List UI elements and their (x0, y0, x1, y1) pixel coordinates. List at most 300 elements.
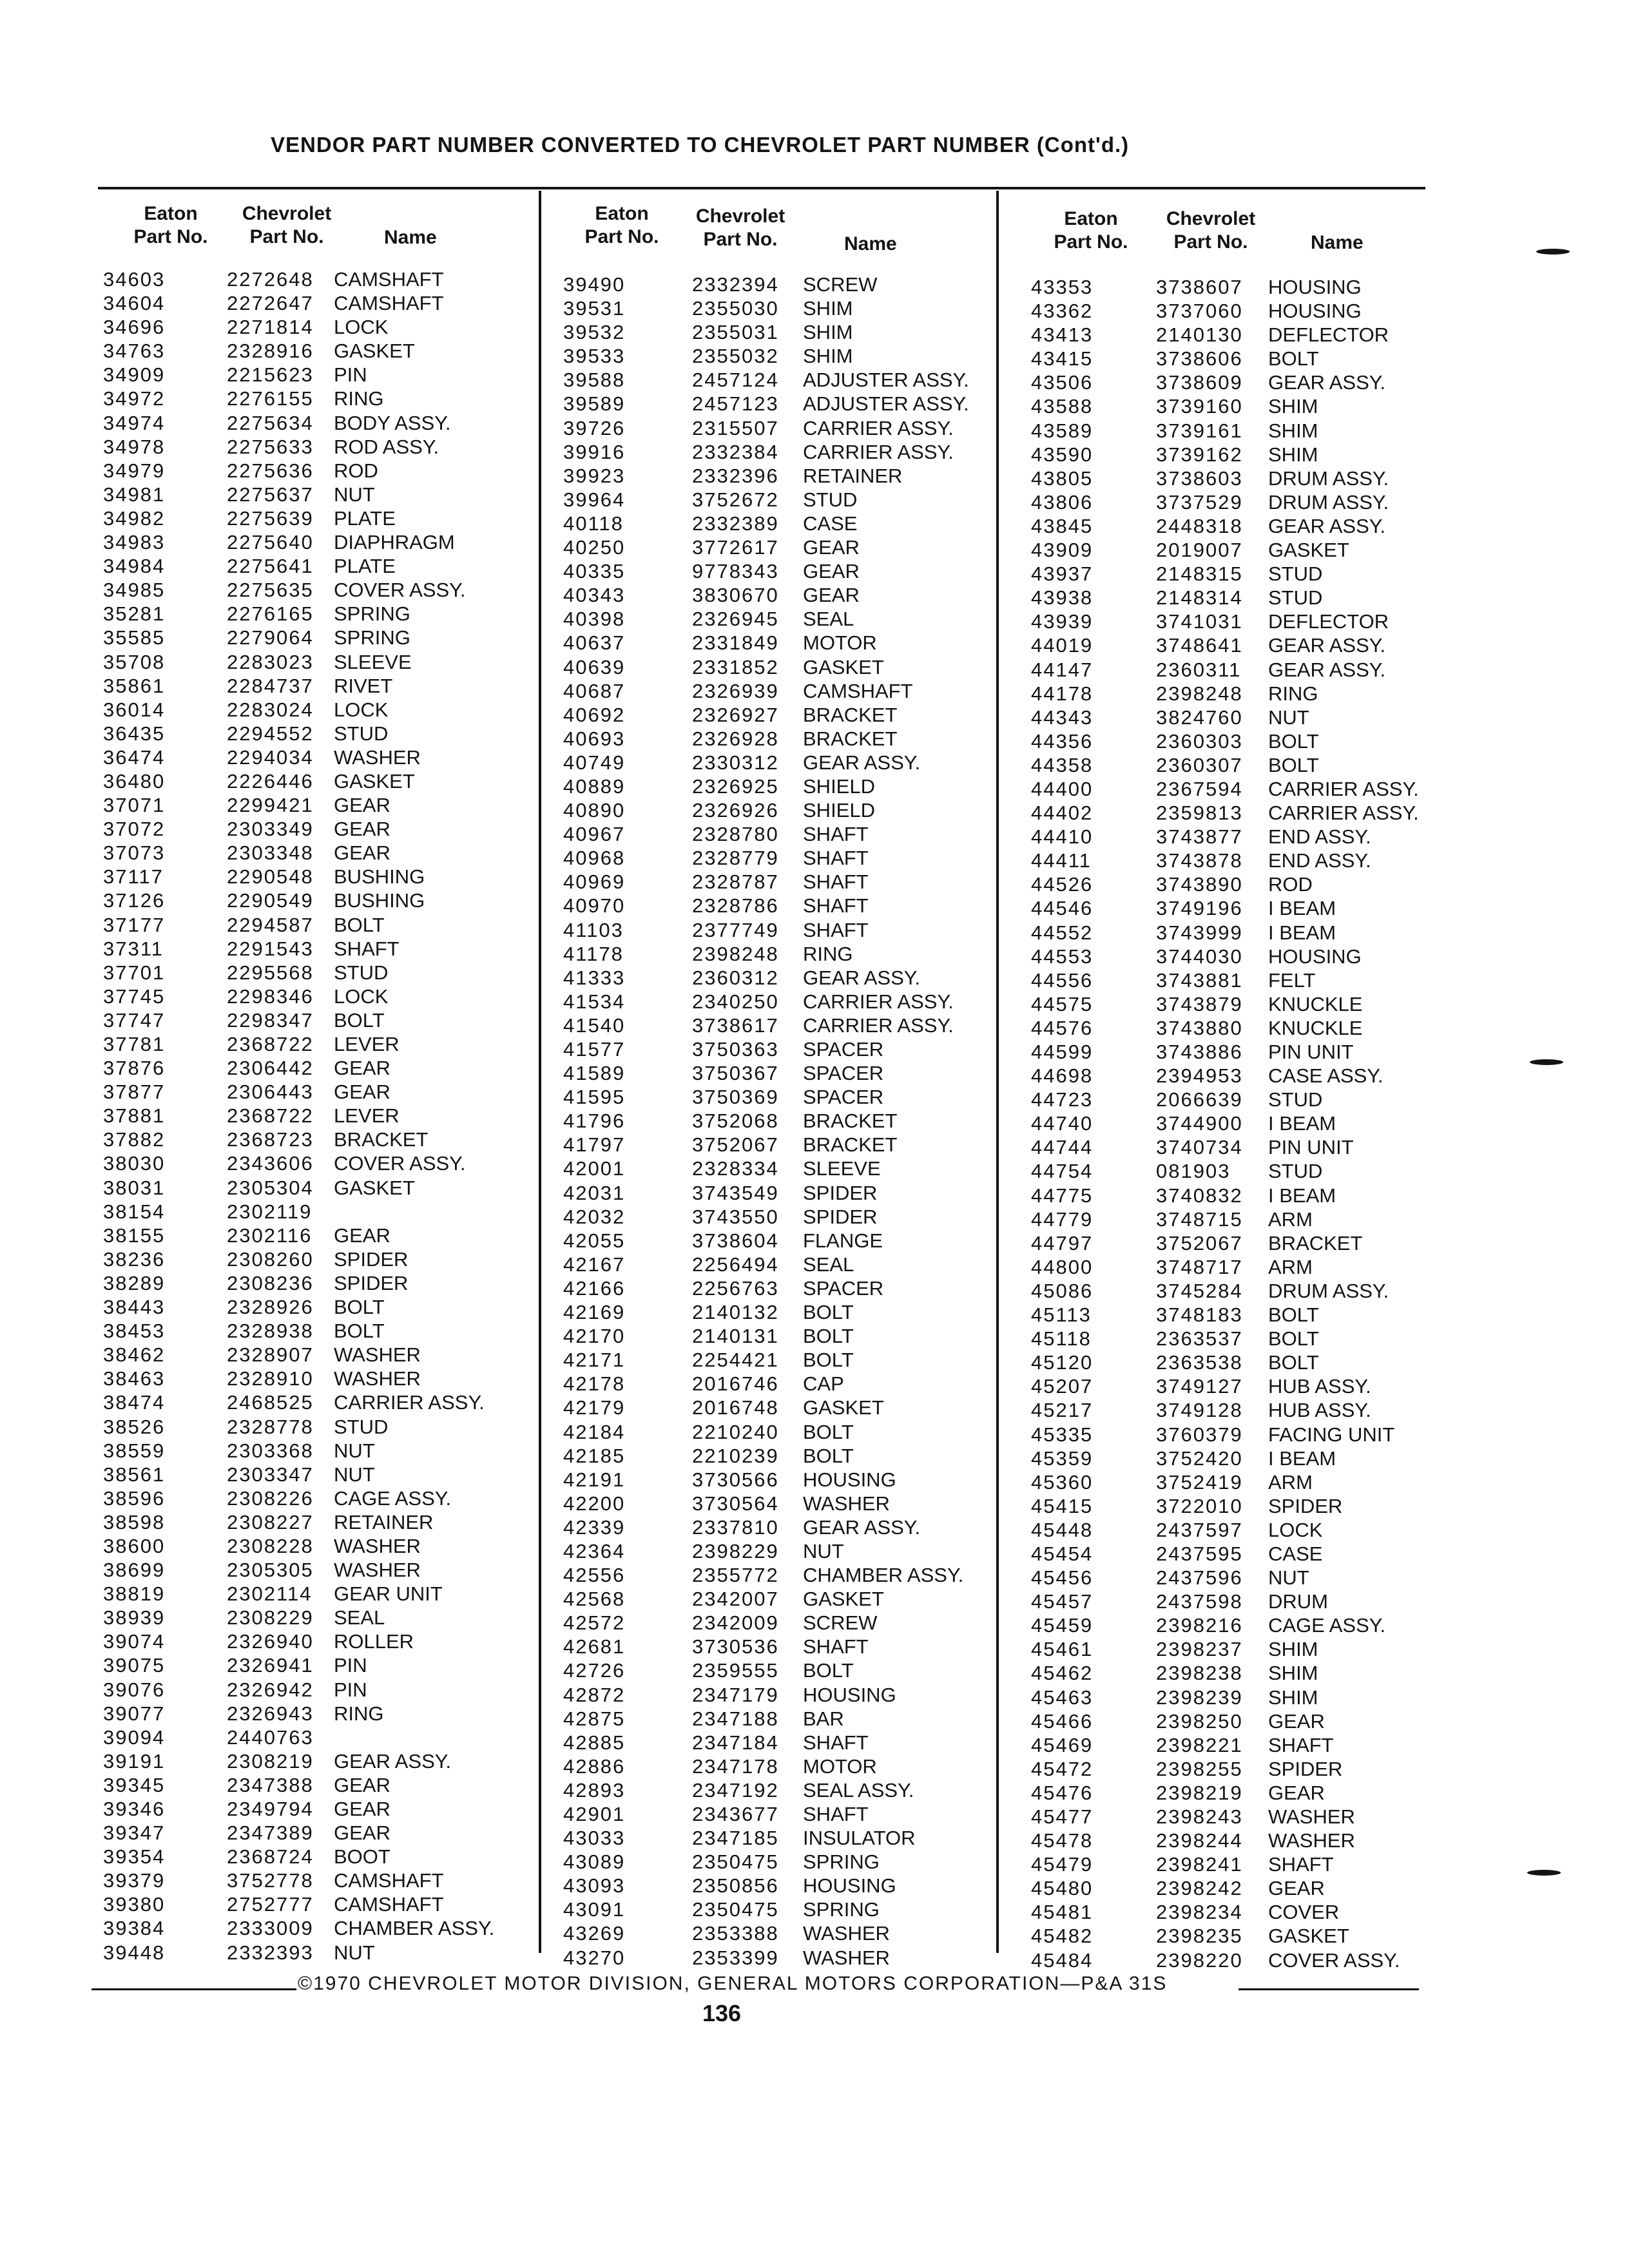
eaton-part-no: 40343 (563, 584, 626, 607)
table-row (0, 1399, 1456, 1423)
chevrolet-part-no: 3749196 (1156, 897, 1243, 920)
part-name: SHAFT (803, 847, 869, 870)
chevrolet-part-no: 2328780 (692, 823, 779, 846)
chevrolet-part-no: 2360311 (1156, 658, 1242, 681)
part-name: HOUSING (803, 1874, 896, 1898)
eaton-part-no: 34603 (103, 268, 166, 291)
eaton-part-no: 44546 (1031, 897, 1094, 920)
chevrolet-part-no: 2330312 (692, 751, 779, 774)
part-name: PLATE (334, 506, 396, 530)
chevrolet-part-no: 2308236 (227, 1271, 314, 1294)
eaton-part-no: 40639 (563, 655, 626, 678)
table-row (0, 993, 1456, 1017)
part-name: SHAFT (803, 870, 869, 894)
eaton-part-no: 44552 (1031, 921, 1094, 944)
eaton-part-no: 44744 (1031, 1136, 1094, 1159)
part-name: WASHER (334, 1343, 421, 1367)
part-name: WASHER (334, 1367, 421, 1390)
eaton-part-no: 44740 (1031, 1112, 1094, 1135)
part-name: NUT (334, 483, 375, 506)
eaton-part-no: 42901 (563, 1803, 626, 1825)
chevrolet-part-no: 2752777 (227, 1893, 314, 1916)
chevrolet-part-no: 2326941 (227, 1654, 314, 1677)
part-name: FACING UNIT (1268, 1423, 1395, 1446)
part-name: BOLT (334, 1008, 385, 1032)
part-name: CARRIER ASSY. (803, 416, 954, 439)
chevrolet-part-no: 2331852 (692, 655, 779, 678)
eaton-header (116, 202, 226, 249)
eaton-part-no: 43093 (563, 1874, 626, 1898)
eaton-part-no: 44556 (1031, 968, 1094, 992)
eaton-part-no: 42200 (563, 1492, 626, 1515)
chevrolet-part-no: 2303368 (227, 1439, 314, 1462)
chevrolet-part-no: 3737060 (1156, 300, 1243, 323)
part-name: SPIDER (803, 1205, 878, 1228)
chevrolet-part-no: 2343677 (692, 1803, 779, 1825)
chevrolet-part-no: 2326925 (692, 774, 779, 798)
eaton-part-no: 44178 (1031, 682, 1094, 705)
chevrolet-part-no: 2398248 (692, 942, 779, 965)
eaton-part-no: 44553 (1031, 945, 1094, 968)
eaton-part-no: 34909 (103, 363, 166, 387)
eaton-part-no: 42179 (563, 1396, 626, 1419)
chevrolet-part-no: 2308260 (227, 1247, 314, 1271)
chevrolet-part-no: 2326939 (692, 679, 779, 702)
part-name: STUD (1268, 1088, 1323, 1111)
eaton-part-no: 43938 (1031, 586, 1094, 610)
table-row (0, 1088, 1456, 1112)
eaton-part-no: 45459 (1031, 1614, 1094, 1637)
eaton-part-no: 38598 (103, 1510, 166, 1533)
part-name: NUT (334, 1463, 375, 1486)
table-row (0, 440, 1456, 467)
part-name: CAMSHAFT (334, 1893, 444, 1916)
chevrolet-part-no: 2440763 (227, 1725, 314, 1749)
part-name: GASKET (334, 1176, 415, 1199)
eaton-part-no: 37877 (103, 1081, 166, 1104)
chevrolet-part-no: 2398234 (1156, 1901, 1243, 1924)
part-name: SEAL ASSY. (803, 1778, 914, 1802)
table-row (0, 679, 1456, 706)
part-name: SPIDER (803, 1181, 878, 1204)
eaton-part-no: 42171 (563, 1349, 626, 1372)
chevrolet-part-no: 3738603 (1156, 466, 1243, 490)
table-row (0, 1017, 1456, 1041)
chevrolet-part-no: 2398235 (1156, 1925, 1243, 1948)
eaton-part-no: 42178 (563, 1372, 626, 1396)
eaton-part-no: 45469 (1031, 1733, 1094, 1756)
chevrolet-part-no: 2283024 (227, 698, 314, 721)
eaton-part-no: 39726 (563, 416, 626, 439)
table-row (0, 1710, 1456, 1734)
eaton-part-no: 45479 (1031, 1853, 1094, 1876)
chevrolet-part-no: 2398250 (1156, 1709, 1243, 1733)
part-name: SPRING (803, 1850, 880, 1874)
chevrolet-part-no: 2326928 (692, 727, 779, 750)
table-row (0, 849, 1456, 873)
eaton-part-no: 43413 (1031, 323, 1094, 347)
chevrolet-header (232, 202, 342, 249)
chevrolet-part-no: 2302114 (227, 1582, 313, 1606)
chevrolet-part-no: 2308226 (227, 1486, 314, 1510)
table-row (0, 1160, 1456, 1184)
part-name: PIN (334, 1654, 367, 1677)
chevrolet-header (686, 205, 795, 251)
part-name: BOLT (803, 1349, 854, 1372)
part-name: GEAR (1268, 1709, 1325, 1733)
chevrolet-part-no: 3748641 (1156, 634, 1243, 657)
chevrolet-part-no: 2306442 (227, 1057, 314, 1080)
eaton-part-no: 42885 (563, 1731, 626, 1754)
chevrolet-part-no: 2437596 (1156, 1566, 1243, 1590)
part-name: STUD (334, 1415, 389, 1438)
part-name: NUT (803, 1539, 844, 1562)
chevrolet-part-no: 2305304 (227, 1176, 314, 1199)
eaton-part-no: 44410 (1031, 825, 1094, 849)
chevrolet-part-no: 2457124 (692, 369, 779, 392)
parts-list (0, 276, 1456, 1973)
chevrolet-part-no: 3752067 (1156, 1231, 1243, 1254)
eaton-part-no: 45466 (1031, 1709, 1094, 1733)
part-name: GEAR (803, 536, 860, 559)
part-name: LOCK (1268, 1518, 1323, 1541)
eaton-part-no: 44797 (1031, 1231, 1094, 1254)
eaton-part-no: 39076 (103, 1678, 166, 1701)
part-name: CARRIER ASSY. (803, 990, 954, 1013)
table-row (0, 464, 1456, 491)
name-header: Name (1311, 232, 1364, 253)
chevrolet-part-no: 3750363 (692, 1038, 779, 1061)
part-name: GASKET (334, 769, 415, 793)
eaton-part-no: 38699 (103, 1559, 166, 1582)
chevrolet-part-no: 2308228 (227, 1534, 314, 1557)
table-row (0, 1782, 1456, 1805)
part-name: GEAR (334, 1798, 390, 1820)
table-row (0, 969, 1456, 993)
part-name: RING (1268, 682, 1318, 705)
part-name: GEAR ASSY. (1268, 371, 1386, 394)
table-row (0, 1280, 1456, 1303)
part-name: SHIM (1268, 395, 1318, 418)
part-name: COVER ASSY. (1268, 1948, 1400, 1972)
part-name: I BEAM (1268, 1446, 1336, 1470)
chevrolet-part-no: 2398221 (1156, 1733, 1243, 1756)
part-name: SHAFT (1268, 1733, 1334, 1756)
table-row (0, 1758, 1456, 1782)
chevrolet-part-no: 2148315 (1156, 562, 1243, 586)
eaton-part-no: 40687 (563, 679, 626, 702)
chevrolet-part-no: 2360303 (1156, 729, 1243, 753)
chevrolet-part-no: 2350856 (692, 1874, 779, 1898)
part-name: SPRING (334, 602, 410, 626)
part-name: DEFLECTOR (1268, 610, 1389, 633)
chevrolet-part-no: 2398241 (1156, 1853, 1243, 1876)
part-name: I BEAM (1268, 1112, 1336, 1135)
part-name: I BEAM (1268, 1184, 1336, 1207)
part-name: CARRIER ASSY. (803, 1014, 954, 1037)
chevrolet-part-no: 2256763 (692, 1276, 779, 1300)
part-name: SHIM (1268, 1638, 1318, 1661)
part-name: GASKET (334, 340, 415, 363)
chevrolet-part-no: 2398239 (1156, 1686, 1243, 1709)
part-name: BUSHING (334, 889, 425, 912)
eaton-part-no: 39923 (563, 464, 626, 487)
chevrolet-part-no: 3730536 (692, 1635, 779, 1658)
chevrolet-part-no: 3772617 (692, 536, 779, 559)
part-name: GASKET (1268, 539, 1349, 562)
part-name: WASHER (803, 1922, 890, 1945)
chevrolet-part-no: 2398243 (1156, 1805, 1243, 1828)
chevrolet-part-no: 2347179 (692, 1683, 779, 1706)
part-name: CARRIER ASSY. (334, 1391, 485, 1414)
chevrolet-part-no: 3739162 (1156, 443, 1243, 466)
chevrolet-part-no: 2276155 (227, 387, 314, 410)
part-name: STUD (1268, 562, 1323, 586)
chevrolet-part-no: 2355031 (692, 321, 779, 344)
eaton-part-no: 34983 (103, 531, 166, 554)
part-name: ARM (1268, 1207, 1313, 1231)
eaton-part-no: 39380 (103, 1893, 166, 1916)
eaton-part-no: 45476 (1031, 1781, 1094, 1804)
part-name: PIN UNIT (1268, 1136, 1354, 1159)
chevrolet-part-no: 2276165 (227, 602, 314, 626)
eaton-part-no: 40970 (563, 894, 626, 918)
eaton-part-no: 37177 (103, 913, 166, 936)
part-name: SHIM (1268, 1686, 1318, 1709)
chevrolet-part-no: 3749128 (1156, 1399, 1243, 1422)
eaton-part-no: 39531 (563, 297, 626, 320)
part-name: STUD (803, 488, 858, 511)
part-name: SPACER (803, 1038, 884, 1061)
eaton-part-no: 39532 (563, 321, 626, 344)
table-row (0, 1232, 1456, 1256)
eaton-part-no: 43269 (563, 1922, 626, 1945)
eaton-part-no: 45456 (1031, 1566, 1094, 1590)
part-name: WASHER (1268, 1805, 1355, 1828)
chevrolet-part-no: 3752778 (227, 1869, 314, 1892)
part-name: SHIM (803, 321, 853, 344)
eaton-part-no: 42893 (563, 1778, 626, 1802)
chevrolet-part-no: 3750369 (692, 1086, 779, 1109)
eaton-part-no: 42872 (563, 1683, 626, 1706)
eaton-part-no: 44358 (1031, 753, 1094, 776)
chevrolet-part-no: 2315507 (692, 416, 779, 439)
eaton-part-no: 39964 (563, 488, 626, 511)
part-name: GEAR (1268, 1781, 1325, 1804)
eaton-part-no: 37781 (103, 1033, 166, 1055)
eaton-part-no: 38289 (103, 1271, 166, 1294)
chevrolet-part-no: 2302119 (227, 1200, 313, 1223)
chevrolet-part-no: 2283023 (227, 650, 314, 673)
chevrolet-part-no: 2326940 (227, 1630, 314, 1653)
part-name: BOLT (334, 913, 385, 936)
table-row (0, 1181, 1456, 1208)
eaton-part-no: 40250 (563, 536, 626, 559)
part-name: SHAFT (803, 918, 869, 941)
chevrolet-part-no: 2256494 (692, 1253, 779, 1276)
chevrolet-part-no: 2457123 (692, 392, 779, 416)
part-name: CARRIER ASSY. (803, 440, 954, 463)
part-name: GASKET (1268, 1925, 1349, 1948)
part-name: NUT (1268, 706, 1309, 729)
chevrolet-part-no: 2332393 (227, 1941, 314, 1964)
part-name: SHAFT (803, 1803, 869, 1825)
eaton-part-no: 38031 (103, 1176, 166, 1199)
chevrolet-part-no: 2349794 (227, 1798, 314, 1820)
eaton-part-no: 45359 (1031, 1446, 1094, 1470)
chevrolet-part-no: 2342009 (692, 1611, 779, 1635)
chevrolet-part-no: 2140131 (692, 1325, 779, 1348)
table-row (0, 754, 1456, 778)
chevrolet-part-no: 2394953 (1156, 1064, 1243, 1088)
chevrolet-part-no: 2448318 (1156, 514, 1243, 537)
chevrolet-part-no: 3830670 (692, 584, 779, 607)
eaton-part-no: 45461 (1031, 1638, 1094, 1661)
chevrolet-part-no: 9778343 (692, 560, 779, 583)
part-name: GEAR ASSY. (803, 751, 921, 774)
part-name: WASHER (803, 1492, 890, 1515)
part-name: HOUSING (803, 1683, 896, 1706)
chevrolet-part-no: 2398219 (1156, 1781, 1243, 1804)
part-name: I BEAM (1268, 897, 1336, 920)
eaton-part-no: 34978 (103, 435, 166, 458)
chevrolet-part-no: 3743879 (1156, 992, 1243, 1015)
chevrolet-part-no: 3743878 (1156, 849, 1243, 872)
eaton-part-no: 42364 (563, 1539, 626, 1562)
chevrolet-part-no: 2140132 (692, 1301, 779, 1324)
chevrolet-part-no: 2326927 (692, 703, 779, 726)
eaton-header-line-1: Eaton (1064, 208, 1118, 229)
part-name: COVER (1268, 1901, 1340, 1924)
chevrolet-part-no: 2215623 (227, 363, 314, 387)
chevrolet-part-no: 2350475 (692, 1850, 779, 1874)
table-row (0, 1614, 1456, 1638)
eaton-part-no: 37126 (103, 889, 166, 912)
eaton-header-line-2: Part No. (584, 226, 659, 247)
table-row (0, 942, 1456, 969)
chevrolet-part-no: 2294034 (227, 745, 314, 769)
eaton-part-no: 41797 (563, 1133, 626, 1157)
part-name: LOCK (334, 316, 389, 339)
chevrolet-part-no: 3741031 (1156, 610, 1243, 633)
part-name: BOLT (1268, 1351, 1319, 1374)
eaton-part-no: 39588 (563, 369, 626, 392)
eaton-part-no: 42185 (563, 1444, 626, 1467)
eaton-part-no: 41796 (563, 1110, 626, 1133)
eaton-part-no: 35708 (103, 650, 166, 673)
chevrolet-part-no: 2368724 (227, 1845, 314, 1869)
eaton-part-no: 45481 (1031, 1901, 1094, 1924)
chevrolet-part-no: 3748717 (1156, 1255, 1243, 1278)
part-name: BOLT (803, 1444, 854, 1467)
part-name: SCREW (803, 1611, 878, 1635)
part-name: SEAL (334, 1606, 385, 1629)
chevrolet-part-no: 3748715 (1156, 1207, 1243, 1231)
part-name: GASKET (803, 1396, 884, 1419)
chevrolet-part-no: 3730566 (692, 1468, 779, 1491)
chevrolet-part-no: 2398216 (1156, 1614, 1243, 1637)
eaton-part-no: 38154 (103, 1200, 166, 1223)
chevrolet-part-no: 2275634 (227, 411, 314, 434)
chevrolet-part-no: 2398255 (1156, 1757, 1243, 1780)
part-name: SHIELD (803, 799, 875, 822)
part-name: STUD (334, 722, 389, 745)
part-name: NUT (334, 1439, 375, 1462)
table-row (0, 347, 1456, 371)
part-name: BOLT (1268, 1327, 1319, 1350)
part-name: BRACKET (803, 727, 898, 750)
chevrolet-part-no: 2347178 (692, 1754, 779, 1778)
eaton-part-no: 43353 (1031, 276, 1094, 298)
chevrolet-part-no: 2019007 (1156, 539, 1243, 562)
chevrolet-part-no: 2437597 (1156, 1518, 1243, 1541)
part-name: STUD (1268, 586, 1323, 610)
eaton-part-no: 43806 (1031, 490, 1094, 514)
part-name: NUT (334, 1941, 375, 1964)
eaton-part-no: 41540 (563, 1014, 626, 1037)
table-row (0, 1566, 1456, 1590)
part-name: SPACER (803, 1062, 884, 1085)
chevrolet-part-no: 3752420 (1156, 1446, 1243, 1470)
eaton-part-no: 37071 (103, 794, 166, 817)
eaton-part-no: 39384 (103, 1917, 166, 1940)
part-name: ADJUSTER ASSY. (803, 369, 969, 392)
part-name: SPIDER (1268, 1494, 1343, 1517)
eaton-part-no: 41589 (563, 1062, 626, 1085)
part-name: SLEEVE (803, 1157, 881, 1180)
eaton-part-no: 41577 (563, 1038, 626, 1061)
eaton-part-no: 37745 (103, 985, 166, 1008)
table-row (0, 1136, 1456, 1160)
chevrolet-part-no: 2353388 (692, 1922, 779, 1945)
eaton-part-no: 40749 (563, 751, 626, 774)
eaton-part-no: 37073 (103, 841, 166, 865)
eaton-part-no: 39379 (103, 1869, 166, 1892)
part-name: WASHER (334, 1534, 421, 1557)
chevrolet-part-no: 2332389 (692, 512, 779, 535)
eaton-part-no: 45120 (1031, 1351, 1094, 1374)
table-row (0, 1327, 1456, 1351)
part-name: COVER ASSY. (334, 579, 466, 602)
eaton-part-no: 38462 (103, 1343, 166, 1367)
part-name: GEAR (334, 1057, 390, 1080)
eaton-part-no: 40889 (563, 774, 626, 798)
footer-rule-left (92, 1988, 296, 1990)
eaton-part-no: 45478 (1031, 1829, 1094, 1852)
part-name: GEAR ASSY. (1268, 634, 1386, 657)
chevrolet-part-no: 2363538 (1156, 1351, 1243, 1374)
chevrolet-part-no: 2398229 (692, 1539, 779, 1562)
part-name: SPRING (334, 626, 410, 649)
eaton-part-no: 44800 (1031, 1255, 1094, 1278)
chevrolet-part-no: 2368722 (227, 1104, 314, 1128)
chevrolet-part-no: 3743550 (692, 1205, 779, 1228)
part-name: PIN UNIT (1268, 1041, 1354, 1063)
eaton-part-no: 44147 (1031, 658, 1094, 681)
chevrolet-header (1156, 207, 1266, 254)
chevrolet-header-line-1: Chevrolet (242, 203, 332, 224)
table-row (0, 1638, 1456, 1662)
copyright-footer (92, 1968, 1419, 2000)
eaton-part-no: 43089 (563, 1850, 626, 1874)
chevrolet-part-no: 2328926 (227, 1296, 314, 1319)
part-name: CHAMBER ASSY. (334, 1917, 495, 1940)
chevrolet-part-no: 2275633 (227, 435, 314, 458)
eaton-part-no: 45086 (1031, 1279, 1094, 1302)
table-row (0, 395, 1456, 419)
chevrolet-part-no: 2347188 (692, 1707, 779, 1730)
eaton-part-no: 38596 (103, 1486, 166, 1510)
